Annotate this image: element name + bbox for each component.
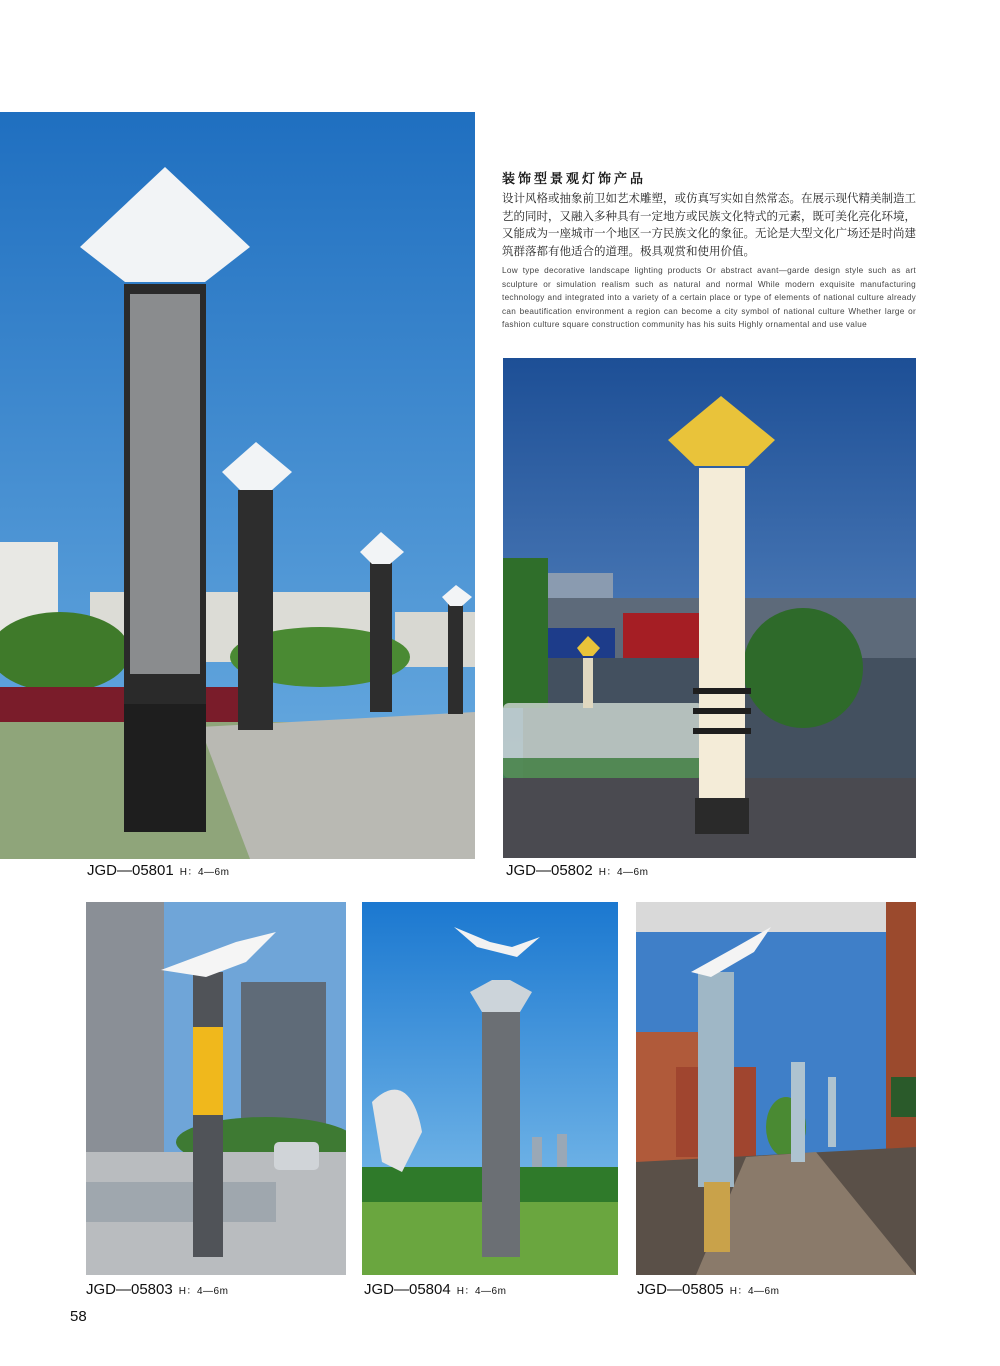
model-number: JGD—05803 xyxy=(86,1281,173,1298)
model-number: JGD—05804 xyxy=(364,1281,451,1298)
height-spec: H：4—6m xyxy=(456,1286,507,1297)
section-title: 装饰型景观灯饰产品 xyxy=(502,172,647,187)
model-number: JGD—05801 xyxy=(87,862,174,879)
caption-05805 xyxy=(637,1281,779,1298)
height-spec: H：4—6m xyxy=(729,1286,780,1297)
model-number: JGD—05802 xyxy=(506,862,593,879)
caption-05802 xyxy=(506,862,648,879)
caption-05803 xyxy=(86,1281,228,1298)
height-spec: H：4—6m xyxy=(598,867,649,878)
description-chinese: 设计风格或抽象前卫如艺术雕塑，或仿真写实如自然常态。在展示现代精美制造工艺的同时，又融入多种具有一定地方或民族文化特式的元素，既可美化亮化环境，又能成为一座城市一个地区一方民族文化的象征。无论是大型文化广场还是时尚建筑群落都有他适合的道理。极具观赏和使用价值。 xyxy=(502,191,916,258)
product-photo-05803 xyxy=(86,902,346,1275)
description-english: Low type decorative landscape lighting products Or abstract avant—garde design style such as art sculpture or simulation realism such as natural and normal While modern exquisite manufacturing technology and integrated into a variety of a certain place or type of elements of national culture already can beautification environment a region can become a city symbol of national culture Whether large or fashion culture square construction community has his suits Highly ornamental and use value xyxy=(502,266,916,330)
caption-05804 xyxy=(364,1281,506,1298)
height-spec: H：4—6m xyxy=(179,867,230,878)
height-spec: H：4—6m xyxy=(178,1286,229,1297)
caption-05801 xyxy=(87,862,229,879)
product-photo-05801 xyxy=(0,112,475,859)
model-number: JGD—05805 xyxy=(637,1281,724,1298)
product-photo-05805 xyxy=(636,902,916,1275)
product-photo-05802 xyxy=(503,358,916,858)
product-photo-05804 xyxy=(362,902,618,1275)
page-number: 58 xyxy=(70,1308,87,1325)
